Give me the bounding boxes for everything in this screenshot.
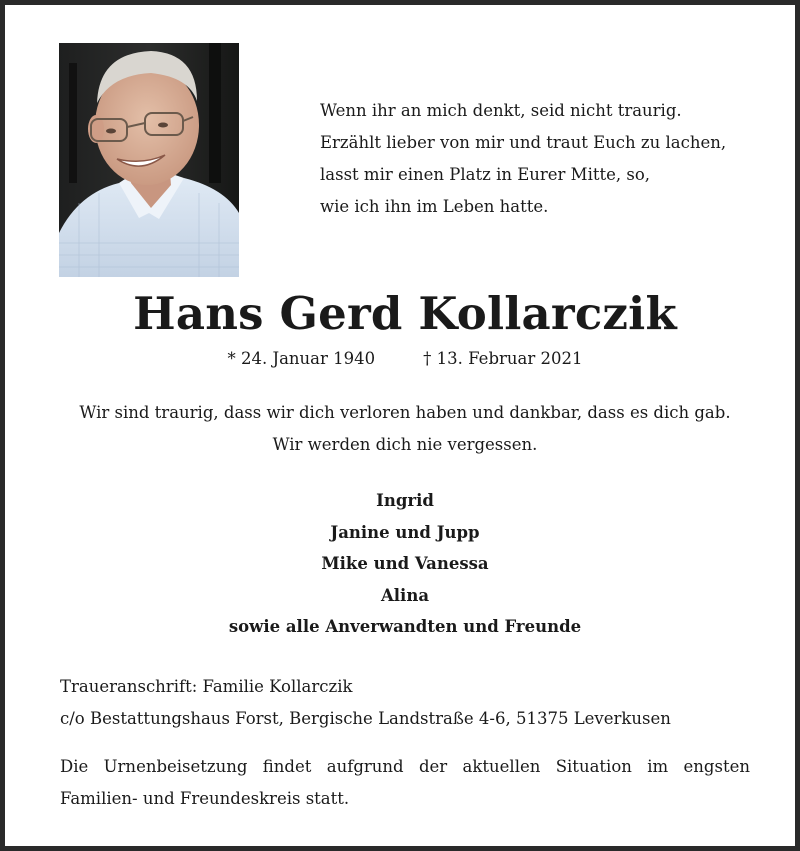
address-line: Traueranschrift: Familie Kollarczik xyxy=(60,677,353,696)
poem-line: Wenn ihr an mich denkt, seid nicht traurig. xyxy=(320,101,682,120)
birth-date: * 24. Januar 1940 xyxy=(227,349,376,368)
address-line: c/o Bestattungshaus Forst, Bergische Landstraße 4-6, 51375 Leverkusen xyxy=(60,709,671,728)
message-line: Wir werden dich nie vergessen. xyxy=(272,435,538,454)
mourning-address xyxy=(60,671,671,735)
mourner: Mike und Vanessa xyxy=(321,554,489,573)
mourner: Ingrid xyxy=(376,491,434,510)
poem-line: wie ich ihn im Leben hatte. xyxy=(320,197,549,216)
mourner: sowie alle Anverwandten und Freunde xyxy=(228,617,582,636)
poem xyxy=(320,95,726,223)
mourning-message xyxy=(5,397,800,461)
death-date: † 13. Februar 2021 xyxy=(423,349,583,368)
poem-line: lasst mir einen Platz in Eurer Mitte, so, xyxy=(320,165,651,184)
burial-note: Die Urnenbeisetzung findet aufgrund der aktuellen Situation im engsten Familien- und Freundeskreis statt. xyxy=(60,757,750,808)
deceased-name: Hans Gerd Kollarczik xyxy=(133,287,677,340)
poem-line: Erzählt lieber von mir und traut Euch zu lachen, xyxy=(320,133,727,152)
message-line: Wir sind traurig, dass wir dich verloren haben und dankbar, dass es dich gab. xyxy=(79,403,731,422)
mourner: Alina xyxy=(380,585,430,605)
mourners-list xyxy=(5,485,800,643)
mourner: Janine und Jupp xyxy=(330,522,480,542)
life-dates xyxy=(5,349,800,368)
portrait-photo xyxy=(59,43,239,277)
